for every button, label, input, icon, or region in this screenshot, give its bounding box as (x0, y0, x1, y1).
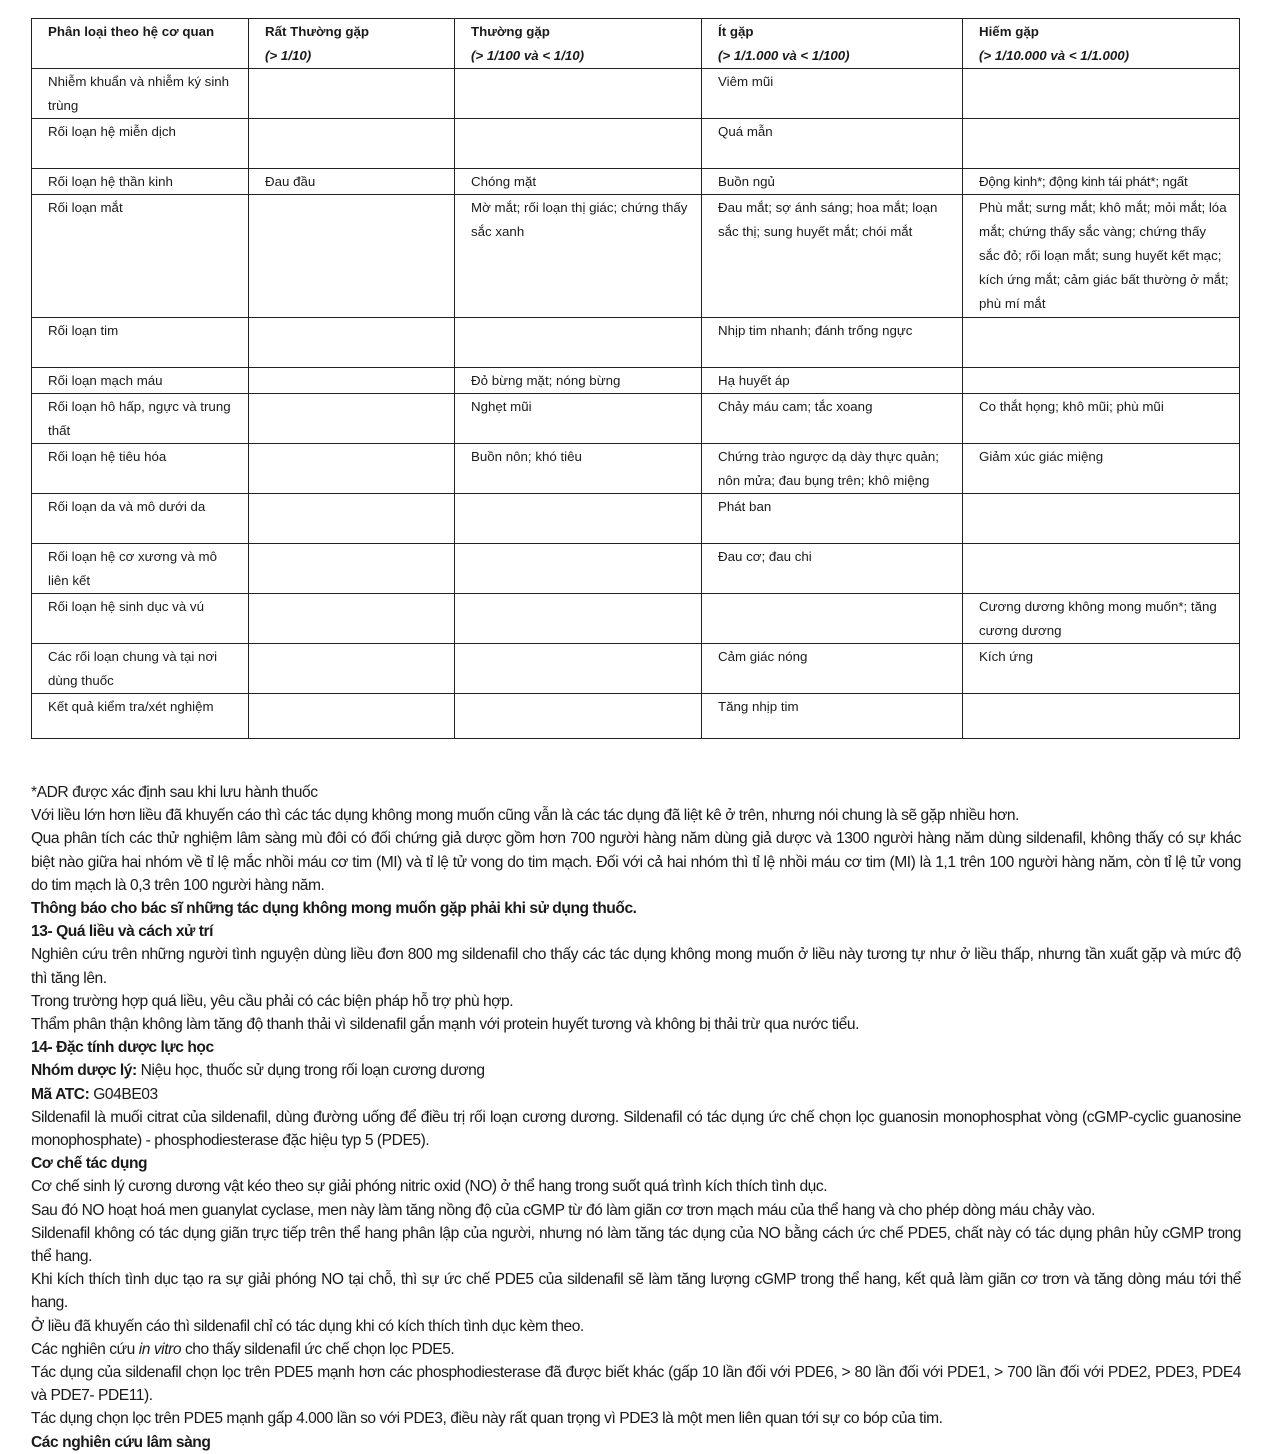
atc-label: Mã ATC: (31, 1085, 90, 1103)
table-cell: Viêm mũi (702, 69, 963, 119)
table-cell: Cảm giác nóng (702, 644, 963, 694)
pharmacological-group (31, 1059, 1241, 1082)
paragraph: Tác dụng của sildenafil chọn lọc trên PDE5 mạnh hơn các phosphodiesterase đã được biết khác (gấp 10 lần đối với PDE6, > 80 lần đối với PDE1, > 700 lần đối với PDE2, PDE3, PDE4 và PDE7- PDE11). (31, 1364, 1241, 1405)
table-cell: Rối loạn hệ sinh dục và vú (32, 594, 249, 644)
table-cell: Đau mắt; sợ ánh sáng; hoa mắt; loạn sắc thị; sung huyết mắt; chói mắt (702, 195, 963, 318)
table-row (32, 494, 1240, 544)
table-row (32, 444, 1240, 494)
paragraph: Cơ chế sinh lý cương dương vật kéo theo sự giải phóng nitric oxid (NO) ở thể hang trong suốt quá trình kích thích tình dục. (31, 1178, 828, 1196)
table-cell (963, 544, 1240, 594)
table-cell: Rối loạn hô hấp, ngực và trung thất (32, 394, 249, 444)
header-very-common: Rất Thường gặp (> 1/10) (249, 19, 455, 69)
paragraph: Qua phân tích các thử nghiệm lâm sàng mù đôi có đối chứng giả dược gồm hơn 700 người hàng năm dùng giả dược và 1300 người hàng năm dùng sildenafil, không thấy có sự khác biệt nào giữa hai nhóm về tỉ lệ mắc nhồi máu cơ tim (MI) và tỉ lệ tử vong do tim mạch. Đối với cả hai nhóm thì tỉ lệ nhồi máu cơ tim (MI) là 1,1 trên 100 người hàng năm, còn tỉ lệ tử vong do tim mạch là 0,3 trên 100 người hàng năm. (31, 830, 1241, 894)
table-cell: Đau cơ; đau chi (702, 544, 963, 594)
table-cell: Buồn ngủ (702, 169, 963, 195)
in-vitro-italic: in vitro (138, 1340, 182, 1358)
table-cell (249, 544, 455, 594)
adr-table (31, 18, 1240, 739)
table-cell (455, 318, 702, 368)
atc-value: G04BE03 (89, 1085, 158, 1103)
paragraph: Với liều lớn hơn liều đã khuyến cáo thì các tác dụng không mong muốn cũng vẫn là các tác dụng đã liệt kê ở trên, nhưng nói chung là sẽ gặp nhiều hơn. (31, 807, 1019, 825)
table-cell (249, 694, 455, 739)
table-cell: Hạ huyết áp (702, 368, 963, 394)
table-cell: Rối loạn hệ thần kinh (32, 169, 249, 195)
table-cell (455, 694, 702, 739)
section-heading-14: 14- Đặc tính dược lực học (31, 1039, 214, 1057)
table-cell: Kết quả kiểm tra/xét nghiệm (32, 694, 249, 739)
table-cell: Rối loạn da và mô dưới da (32, 494, 249, 544)
table-cell: Rối loạn mắt (32, 195, 249, 318)
table-cell (249, 318, 455, 368)
table-cell (249, 368, 455, 394)
table-cell: Rối loạn tim (32, 318, 249, 368)
table-cell (249, 444, 455, 494)
table-cell: Rối loạn mạch máu (32, 368, 249, 394)
table-cell (249, 119, 455, 169)
group-label: Nhóm dược lý: (31, 1062, 137, 1080)
table-row (32, 544, 1240, 594)
notify-doctor-note: Thông báo cho bác sĩ những tác dụng không mong muốn gặp phải khi sử dụng thuốc. (31, 900, 637, 918)
table-row (32, 694, 1240, 739)
paragraph: Khi kích thích tình dục tạo ra sự giải phóng NO tại chỗ, thì sự ức chế PDE5 của sildenafil sẽ làm tăng lượng cGMP trong thể hang, kết quả làm giãn cơ trơn và tăng dòng máu tới thể hang. (31, 1271, 1241, 1312)
table-row (32, 318, 1240, 368)
table-row (32, 368, 1240, 394)
table-cell (455, 494, 702, 544)
table-cell (249, 394, 455, 444)
group-value: Niệu học, thuốc sử dụng trong rối loạn cương dương (136, 1062, 485, 1080)
table-cell (963, 119, 1240, 169)
paragraph: Thẩm phân thận không làm tăng độ thanh thải vì sildenafil gắn mạnh với protein huyết tương và không bị thải trừ qua nước tiểu. (31, 1016, 859, 1034)
table-row (32, 69, 1240, 119)
table-cell (455, 69, 702, 119)
paragraph: Nghiên cứu trên những người tình nguyện dùng liều đơn 800 mg sildenafil cho thấy các tác dụng không mong muốn ở liều này tương tự như ở liều thấp, nhưng tần xuất gặp và mức độ thì tăng lên. (31, 946, 1241, 987)
paragraph: Trong trường hợp quá liều, yêu cầu phải có các biện pháp hỗ trợ phù hợp. (31, 992, 514, 1010)
table-cell: Chảy máu cam; tắc xoang (702, 394, 963, 444)
table-cell: Kích ứng (963, 644, 1240, 694)
table-cell: Tăng nhịp tim (702, 694, 963, 739)
table-cell (455, 594, 702, 644)
paragraph (31, 1338, 1241, 1361)
table-row (32, 119, 1240, 169)
table-cell (249, 594, 455, 644)
table-row (32, 644, 1240, 694)
table-cell: Rối loạn hệ tiêu hóa (32, 444, 249, 494)
table-cell (702, 594, 963, 644)
table-cell: Buồn nôn; khó tiêu (455, 444, 702, 494)
table-cell (249, 195, 455, 318)
table-cell: Mờ mắt; rối loạn thị giác; chứng thấy sắc xanh (455, 195, 702, 318)
table-cell: Quá mẫn (702, 119, 963, 169)
table-cell (963, 694, 1240, 739)
paragraph: Sildenafil là muối citrat của sildenafil, dùng đường uống để điều trị rối loạn cương dương. Sildenafil có tác dụng ức chế chọn lọc guanosin monophosphat vòng (cGMP-cyclic guanosine monophosphate) - phosphodiesterase đặc hiệu typ 5 (PDE5). (31, 1108, 1241, 1150)
table-cell: Co thắt họng; khô mũi; phù mũi (963, 394, 1240, 444)
table-cell: Cương dương không mong muốn*; tăng cương dương (963, 594, 1240, 644)
table-row (32, 169, 1240, 195)
table-cell: Đỏ bừng mặt; nóng bừng (455, 368, 702, 394)
header-organ-system: Phân loại theo hệ cơ quan (32, 19, 249, 69)
table-header-row (32, 19, 1240, 69)
header-uncommon: Ít gặp (> 1/1.000 và < 1/100) (702, 19, 963, 69)
paragraph: Sildenafil không có tác dụng giãn trực tiếp trên thể hang phân lập của người, nhưng nó làm tăng tác dụng của NO bằng cách ức chế PDE5, chất này có tác dụng phân hủy cGMP trong thể hang. (31, 1224, 1241, 1266)
table-row (32, 195, 1240, 318)
header-common: Thường gặp (> 1/100 và < 1/10) (455, 19, 702, 69)
section-heading-13: 13- Quá liều và cách xử trí (31, 923, 214, 941)
text-run: cho thấy sildenafil ức chế chọn lọc PDE5. (181, 1340, 455, 1358)
table-cell (963, 494, 1240, 544)
table-cell (249, 644, 455, 694)
table-row (32, 594, 1240, 644)
atc-code (31, 1083, 1241, 1106)
table-cell: Rối loạn hệ cơ xương và mô liên kết (32, 544, 249, 594)
clinical-studies-heading: Các nghiên cứu lâm sàng (31, 1433, 211, 1451)
table-cell (455, 644, 702, 694)
table-cell (963, 368, 1240, 394)
paragraph: Ở liều đã khuyến cáo thì sildenafil chỉ có tác dụng khi có kích thích tình dục kèm theo. (31, 1317, 584, 1335)
table-cell: Giảm xúc giác miệng (963, 444, 1240, 494)
table-cell (249, 494, 455, 544)
body-text (31, 781, 1241, 1454)
table-row (32, 394, 1240, 444)
table-cell (455, 544, 702, 594)
table-cell: Nghẹt mũi (455, 394, 702, 444)
text-run: Các nghiên cứu (31, 1340, 139, 1358)
table-cell: Nhịp tim nhanh; đánh trống ngực (702, 318, 963, 368)
table-cell: Phát ban (702, 494, 963, 544)
adr-footnote: *ADR được xác định sau khi lưu hành thuốc (31, 784, 318, 801)
table-cell: Chóng mặt (455, 169, 702, 195)
table-cell: Các rối loạn chung và tại nơi dùng thuốc (32, 644, 249, 694)
table-cell: Động kinh*; động kinh tái phát*; ngất (963, 169, 1240, 195)
table-cell: Rối loạn hệ miễn dịch (32, 119, 249, 169)
table-cell: Chứng trào ngược dạ dày thực quản; nôn mửa; đau bụng trên; khô miệng (702, 444, 963, 494)
mechanism-heading: Cơ chế tác dụng (31, 1155, 148, 1173)
header-rare: Hiếm gặp (> 1/10.000 và < 1/1.000) (963, 19, 1240, 69)
paragraph: Tác dụng chọn lọc trên PDE5 mạnh gấp 4.000 lần so với PDE3, điều này rất quan trọng vì PDE3 là một men liên quan tới sự co bóp của tim. (31, 1410, 943, 1428)
table-cell (455, 119, 702, 169)
paragraph: Sau đó NO hoạt hoá men guanylat cyclase, men này làm tăng nồng độ của cGMP từ đó làm giãn cơ trơn mạch máu của thể hang và cho phép dòng máu chảy vào. (31, 1201, 1095, 1219)
table-cell (963, 318, 1240, 368)
table-cell (963, 69, 1240, 119)
table-cell: Đau đầu (249, 169, 455, 195)
table-cell (249, 69, 455, 119)
table-cell: Phù mắt; sưng mắt; khô mắt; mỏi mắt; lóa mắt; chứng thấy sắc vàng; chứng thấy sắc đỏ; rối loạn mắt; sung huyết kết mạc; kích ứng mắt; cảm giác bất thường ở mắt; phù mí mắt (963, 195, 1240, 318)
table-cell: Nhiễm khuẩn và nhiễm ký sinh trùng (32, 69, 249, 119)
